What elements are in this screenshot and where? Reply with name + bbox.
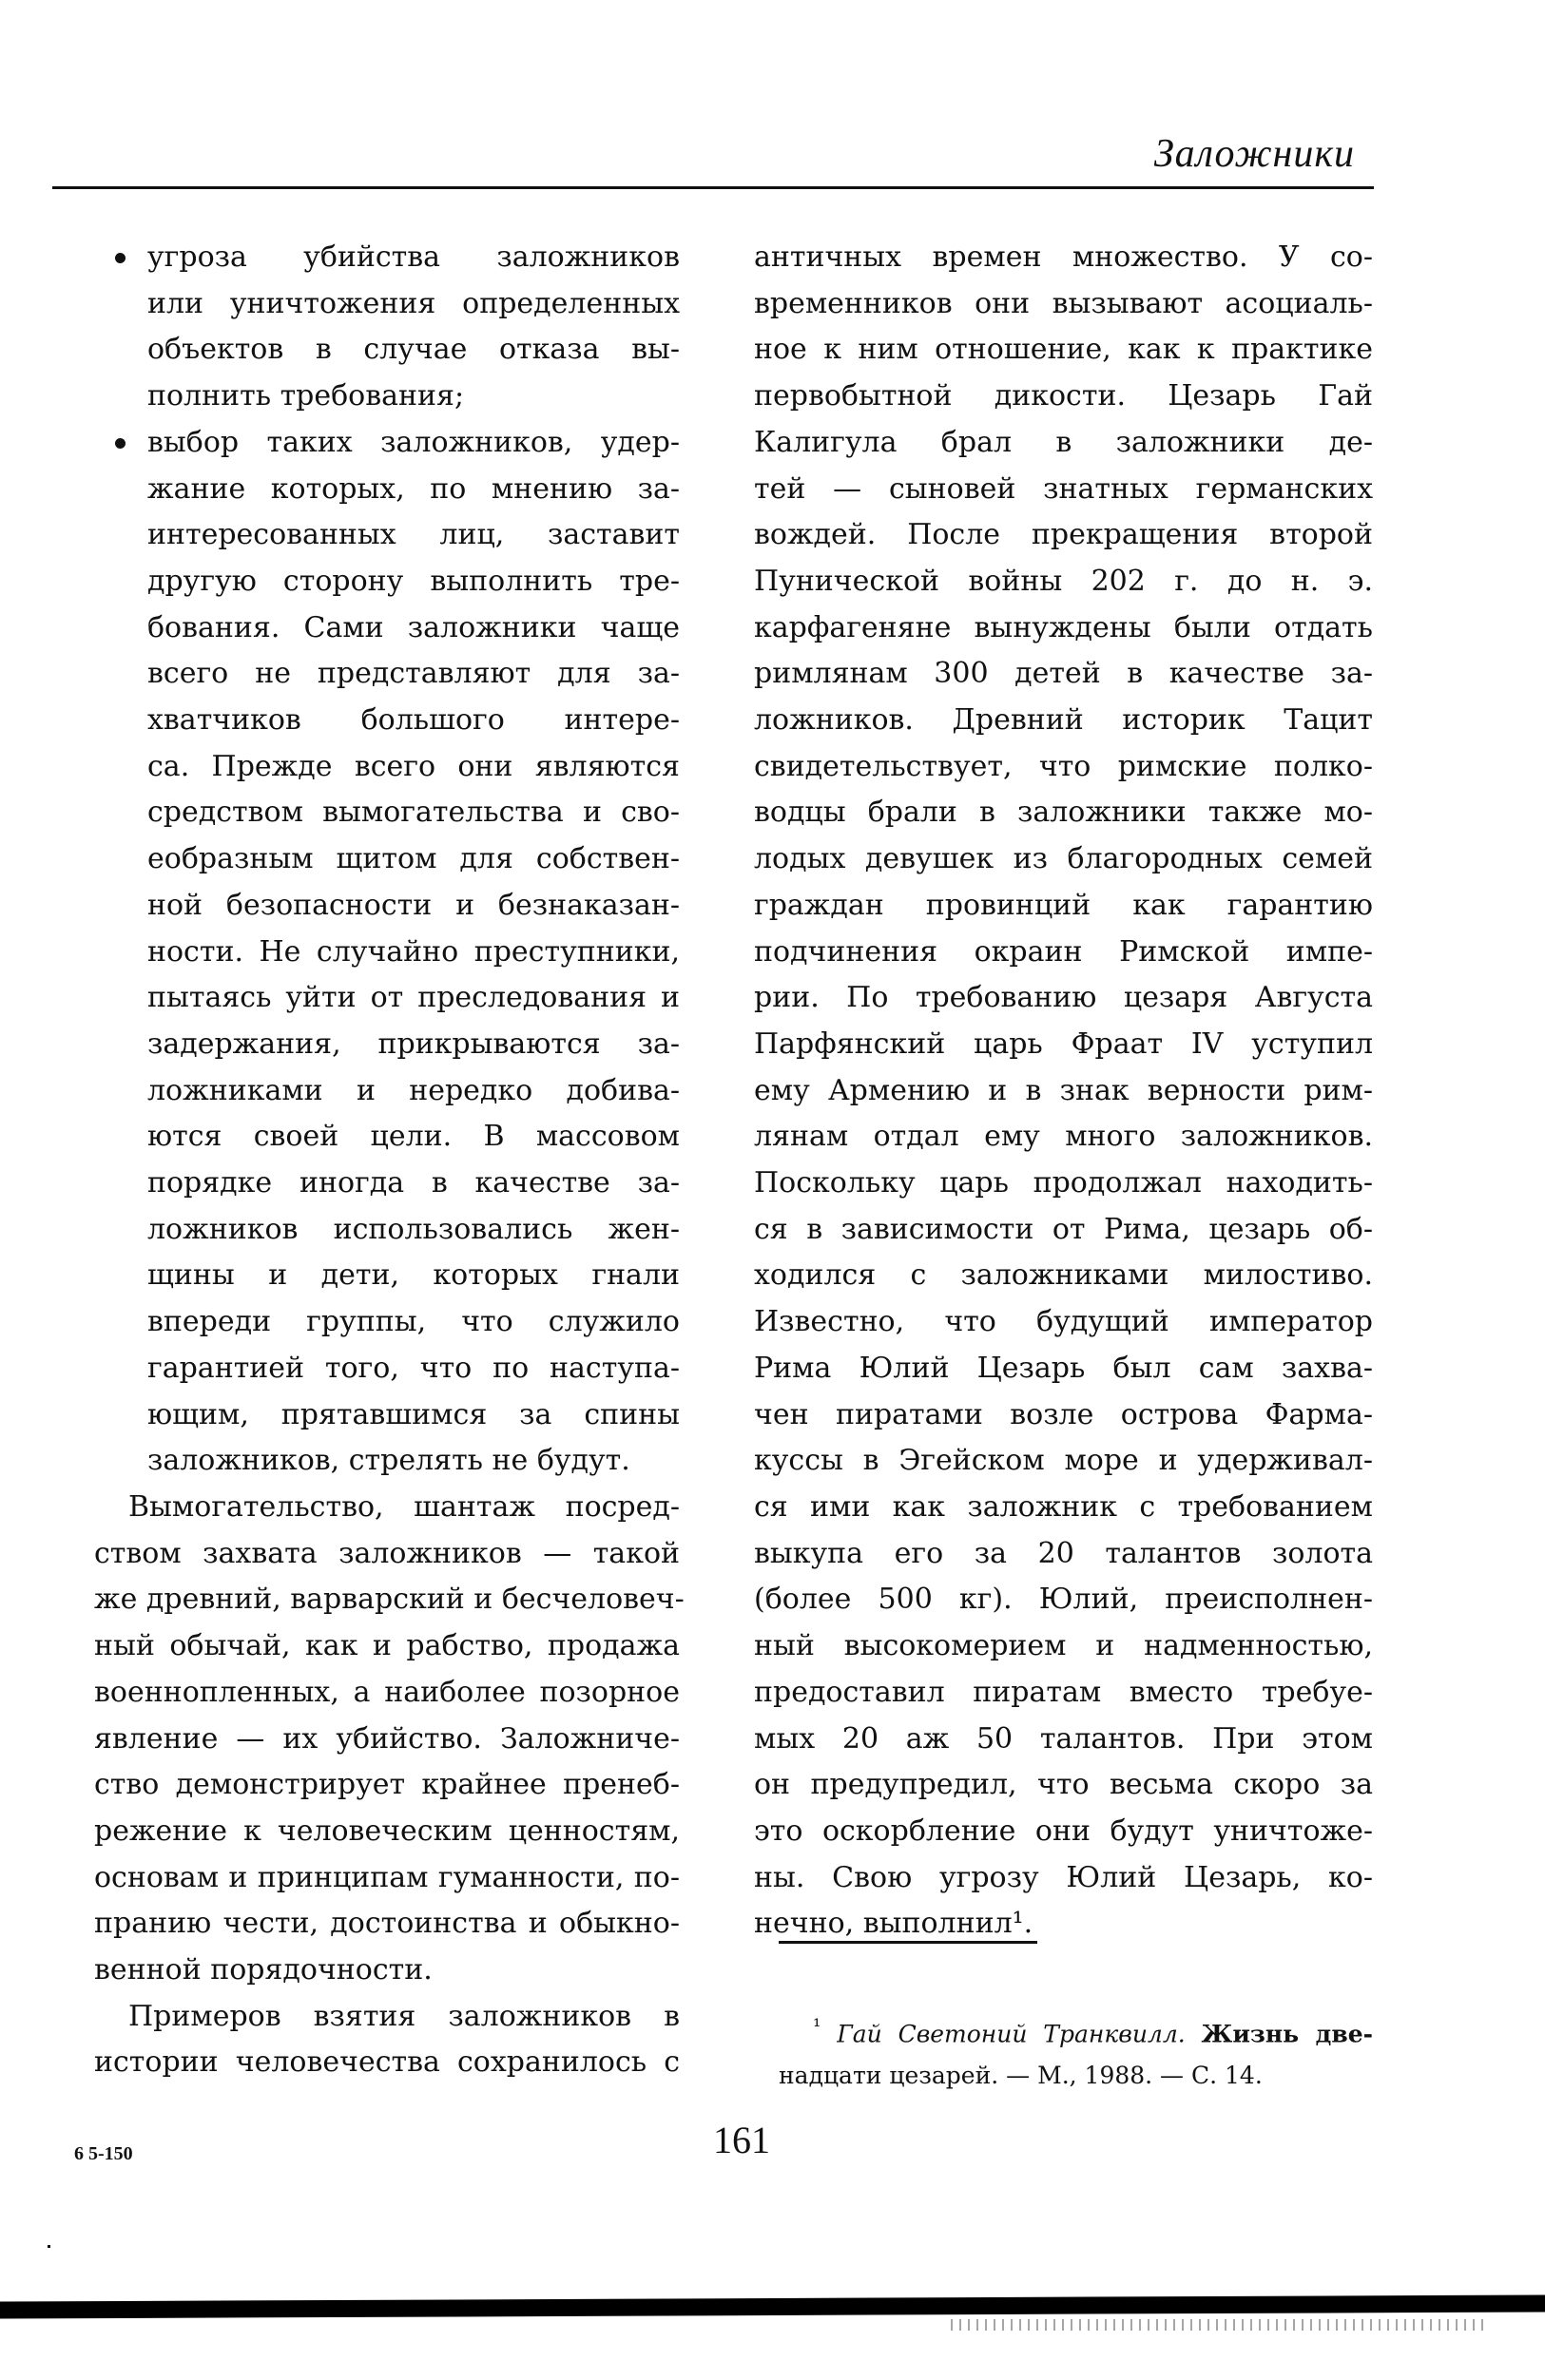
text-line: впереди группы, что служило — [147, 1305, 680, 1339]
text-line: интересованных лиц, заставит — [147, 518, 680, 552]
text-line: первобытной дикости. Цезарь Гай — [754, 379, 1373, 413]
text-line: явление — их убийство. Заложниче- — [94, 1721, 680, 1756]
paragraph — [754, 235, 1373, 1948]
signature-mark: 6 5-150 — [74, 2143, 133, 2164]
text-line: Вымогательство, шантаж посред- — [128, 1489, 680, 1524]
text-line: подчинения окраин Римской импе- — [754, 934, 1373, 969]
text-line: еобразным щитом для собствен- — [147, 842, 680, 876]
text-line: (более 500 кг). Юлий, преисполнен- — [754, 1583, 1373, 1617]
text-line: выкупа его за 20 талантов золота — [754, 1536, 1373, 1570]
footnote-rule — [779, 1941, 1037, 1944]
paragraph — [94, 1485, 685, 1994]
text-line: ством захвата заложников — такой — [94, 1536, 680, 1570]
text-line: Калигула брал в заложники де- — [754, 425, 1373, 459]
text-line: тей — сыновей знатных германских — [754, 471, 1373, 506]
text-line: жание которых, по мнению за- — [147, 471, 680, 506]
page-number: 161 — [713, 2119, 770, 2161]
text-line: военнопленных, а наиболее позорное — [94, 1675, 680, 1709]
text-line: предоставил пиратам вместо требуе- — [754, 1675, 1373, 1709]
text-line: лодых девушек из благородных семей — [754, 842, 1373, 876]
left-column — [94, 235, 685, 2086]
text-line: гарантией того, что по наступа- — [147, 1351, 680, 1385]
text-line: угроза убийства заложников — [147, 240, 680, 274]
text-line: ются своей цели. В массовом — [147, 1120, 680, 1154]
text-line: античных времен множество. У со- — [754, 240, 1373, 274]
text-line: ему Армению и в знак верности рим- — [754, 1073, 1373, 1107]
text-line: Рима Юлий Цезарь был сам захва- — [754, 1351, 1373, 1385]
footnote — [779, 2006, 1373, 2097]
text-line: венной порядочности. — [94, 1953, 433, 1987]
text-line: основам и принципам гуманности, по- — [94, 1860, 680, 1894]
text-line: Примеров взятия заложников в — [128, 1999, 680, 2033]
text-line: Пунической войны 202 г. до н. э. — [754, 564, 1373, 598]
text-line: режение к человеческим ценностям, — [94, 1814, 680, 1848]
footnote-title: Жизнь две- — [1201, 2020, 1373, 2048]
text-line: или уничтожения определенных — [147, 286, 680, 320]
text-line: заложников, стрелять не будут. — [147, 1444, 630, 1478]
right-column — [754, 235, 1373, 1948]
text-line: вождей. После прекращения второй — [754, 518, 1373, 552]
text-line: ной безопасности и безнаказан- — [147, 888, 680, 922]
text-line: ся ими как заложник с требованием — [754, 1489, 1373, 1524]
text-line: хватчиков большого интере- — [147, 703, 680, 738]
text-line: ложников использовались жен- — [147, 1212, 680, 1246]
text-line: ны. Свою угрозу Юлий Цезарь, ко- — [754, 1860, 1373, 1894]
text-line: другую сторону выполнить тре- — [147, 564, 680, 598]
text-line: бования. Сами заложники чаще — [147, 610, 680, 644]
text-line: водцы брали в заложники также мо- — [754, 796, 1373, 830]
text-line: куссы в Эгейском море и удерживал- — [754, 1444, 1373, 1478]
scan-speck — [48, 2245, 50, 2248]
text-line: рии. По требованию цезаря Августа — [754, 981, 1373, 1015]
bullet-icon — [115, 438, 126, 449]
text-line: ный обычай, как и рабство, продажа — [94, 1629, 680, 1663]
header-rule — [52, 186, 1374, 189]
text-line: средством вымогательства и сво- — [147, 796, 680, 830]
text-line: ходился с заложниками милостиво. — [754, 1258, 1373, 1293]
footnote-author: Гай Светоний Транквилл. — [837, 2020, 1186, 2048]
text-line: полнить требования; — [147, 379, 465, 413]
bullet-icon — [115, 253, 126, 263]
bullet-item — [94, 235, 680, 420]
text-line: ности. Не случайно преступники, — [147, 934, 680, 969]
text-line: римлянам 300 детей в качестве за- — [754, 657, 1373, 691]
text-line: Поскольку царь продолжал находить- — [754, 1166, 1373, 1200]
text-line: он предупредил, что весьма скоро за — [754, 1768, 1373, 1802]
footnote-marker: ¹ — [813, 2015, 821, 2038]
text-line: всего не представляют для за- — [147, 657, 680, 691]
text-line: нечно, выполнил¹. — [754, 1907, 1033, 1941]
text-line: Парфянский царь Фраат IV уступил — [754, 1027, 1373, 1061]
text-line: временников они вызывают асоциаль- — [754, 286, 1373, 320]
text-line: лянам отдал ему много заложников. — [754, 1120, 1373, 1154]
text-line: же древний, варварский и бесчеловеч- — [94, 1583, 685, 1617]
footnote-line: надцати цезарей. — М., 1988. — С. 14. — [779, 2062, 1263, 2090]
text-line: граждан провинций как гарантию — [754, 888, 1373, 922]
text-line: Известно, что будущий император — [754, 1305, 1373, 1339]
text-line: са. Прежде всего они являются — [147, 749, 680, 783]
text-line: пытаясь уйти от преследования и — [147, 981, 680, 1015]
text-line: чен пиратами возле острова Фарма- — [754, 1397, 1373, 1431]
text-line: выбор таких заложников, удер- — [147, 425, 680, 459]
text-line: ся в зависимости от Рима, цезарь об- — [754, 1212, 1373, 1246]
text-line: пранию чести, достоинства и обыкно- — [94, 1907, 680, 1941]
text-line: ложников. Древний историк Тацит — [754, 703, 1373, 738]
text-line: истории человечества сохранилось с — [94, 2045, 680, 2080]
text-line: ложниками и нередко добива- — [147, 1073, 680, 1107]
paragraph — [94, 1994, 680, 2086]
text-line: задержания, прикрываются за- — [147, 1027, 680, 1061]
text-line: мых 20 аж 50 талантов. При этом — [754, 1721, 1373, 1756]
text-line: ющим, прятавшимся за спины — [147, 1397, 680, 1431]
text-line: порядке иногда в качестве за- — [147, 1166, 680, 1200]
scan-edge-bar — [0, 2294, 1545, 2318]
running-head: Заложники — [1153, 132, 1355, 176]
text-line: щины и дети, которых гнали — [147, 1258, 680, 1293]
text-line: карфагеняне вынуждены были отдать — [754, 610, 1373, 644]
bullet-item — [94, 420, 680, 1485]
text-line: ное к ним отношение, как к практике — [754, 333, 1373, 367]
scan-noise — [951, 2319, 1483, 2331]
text-line: ство демонстрирует крайнее пренеб- — [94, 1768, 680, 1802]
text-line: объектов в случае отказа вы- — [147, 333, 680, 367]
text-line: ный высокомерием и надменностью, — [754, 1629, 1373, 1663]
text-line: свидетельствует, что римские полко- — [754, 749, 1373, 783]
text-line: это оскорбление они будут уничтоже- — [754, 1814, 1373, 1848]
